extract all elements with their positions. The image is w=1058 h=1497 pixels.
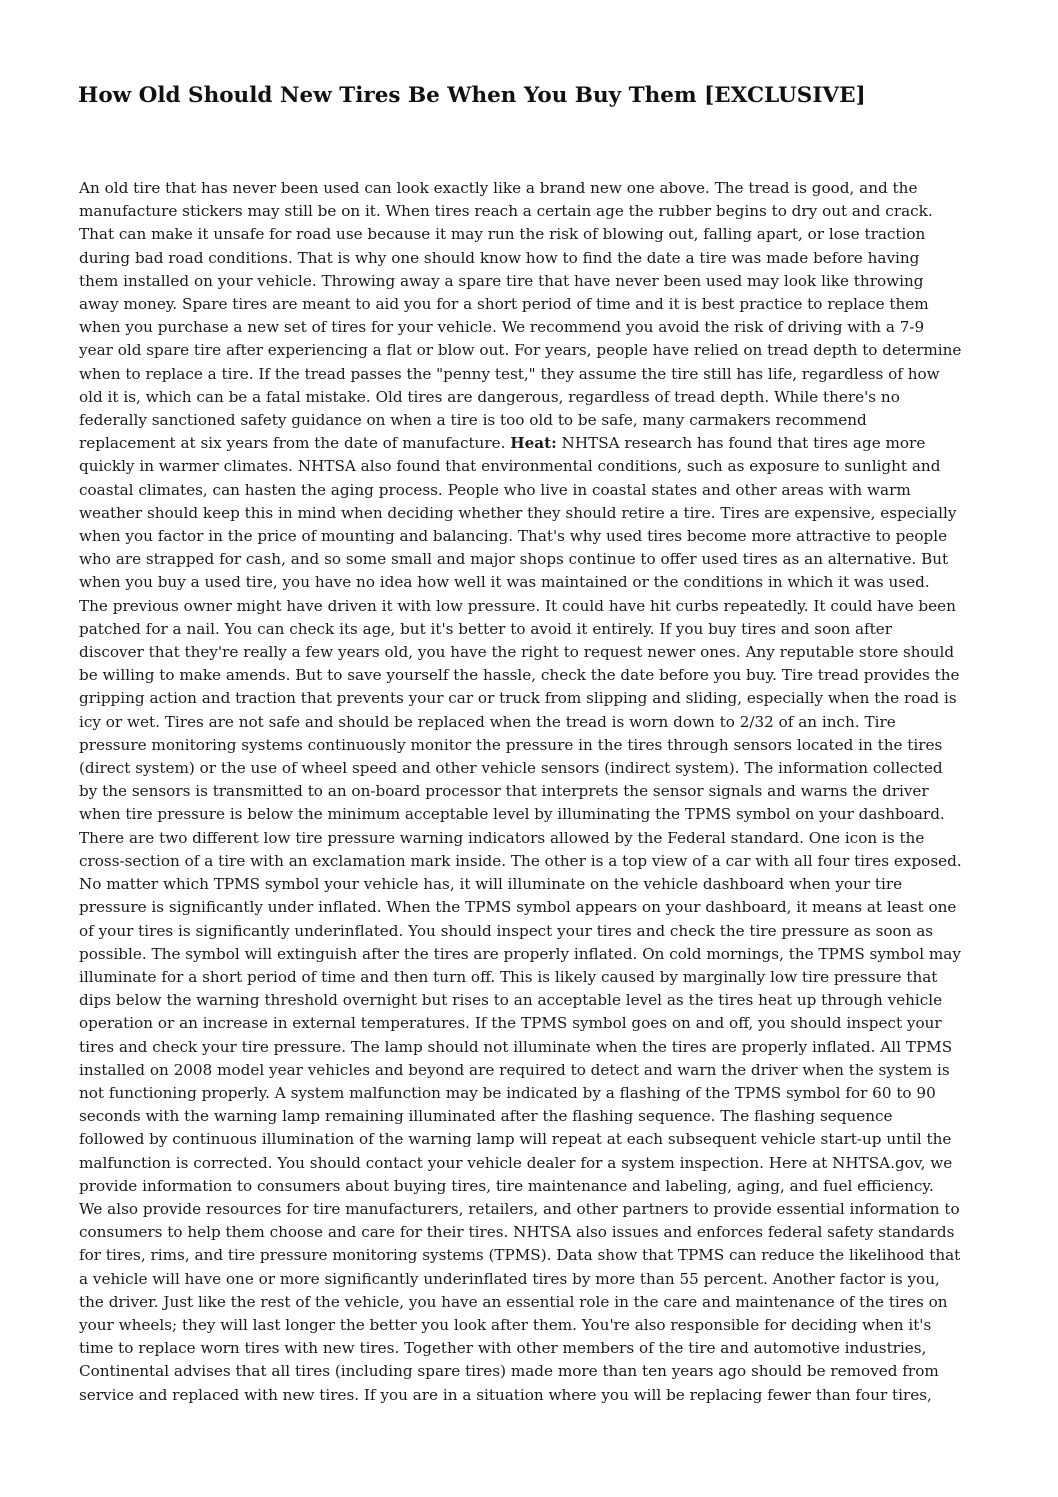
text-segment: (direct system) or the use of wheel speed and other vehicle sensors (indirect system). The information collected [79, 759, 943, 778]
text-line [79, 1152, 983, 1175]
text-line [79, 618, 983, 641]
text-line [79, 1175, 983, 1198]
text-line [79, 1384, 983, 1407]
text-line [79, 803, 983, 826]
text-segment: of your tires is significantly underinflated. You should inspect your tires and check the tire pressure as soon as [79, 921, 934, 940]
text-segment: quickly in warmer climates. NHTSA also found that environmental conditions, such as exposure to sunlight and [79, 457, 941, 476]
text-line [79, 293, 983, 316]
text-segment: coastal climates, can hasten the aging process. People who live in coastal states and other areas with warm [79, 480, 911, 499]
text-line [79, 896, 983, 919]
text-segment: The previous owner might have driven it with low pressure. It could have hit curbs repeatedly. It could have been [79, 596, 956, 615]
text-line [79, 1268, 983, 1291]
text-line [79, 548, 983, 571]
inline-heading: Heat: [510, 434, 557, 453]
text-line [79, 641, 983, 664]
text-line [79, 1082, 983, 1105]
text-line [79, 1291, 983, 1314]
text-line [79, 409, 983, 432]
text-segment: seconds with the warning lamp remaining illuminated after the flashing sequence. The flashing sequence [79, 1107, 893, 1126]
text-segment: No matter which TPMS symbol your vehicle has, it will illuminate on the vehicle dashboard when your tire [79, 875, 903, 894]
text-line [79, 1337, 983, 1360]
text-segment: dips below the warning threshold overnight but rises to an acceptable level as the tires heat up through vehicle [79, 991, 943, 1010]
text-line [79, 200, 983, 223]
text-segment: a vehicle will have one or more significantly underinflated tires by more than 55 percent. Another factor is you, [79, 1269, 940, 1288]
text-line [79, 1314, 983, 1337]
text-segment: There are two different low tire pressure warning indicators allowed by the Federal standard. One icon is the [79, 828, 925, 847]
text-segment: That can make it unsafe for road use because it may run the risk of blowing out, falling apart, or lose traction [79, 225, 926, 244]
text-segment: patched for a nail. You can check its age, but it's better to avoid it entirely. If you buy tires and soon after [79, 619, 892, 638]
text-segment: federally sanctioned safety guidance on when a tire is too old to be safe, many carmakers recommend [79, 411, 867, 430]
text-line [79, 479, 983, 502]
text-line [79, 989, 983, 1012]
text-segment: your wheels; they will last longer the better you look after them. You're also responsible for deciding when it's [79, 1315, 932, 1334]
text-segment: for tires, rims, and tire pressure monitoring systems (TPMS). Data show that TPMS can reduce the likelihood that [79, 1246, 961, 1265]
text-line [79, 571, 983, 594]
text-segment: weather should keep this in mind when deciding whether they should retire a tire. Tires are expensive, especially [79, 503, 957, 522]
text-line [79, 1360, 983, 1383]
text-segment: old it is, which can be a fatal mistake. Old tires are dangerous, regardless of tread depth. While there's no [79, 387, 900, 406]
text-segment: tires and check your tire pressure. The lamp should not illuminate when the tires are properly inflated. All TPMS [79, 1037, 953, 1056]
text-line [79, 223, 983, 246]
text-segment: by the sensors is transmitted to an on-board processor that interprets the sensor signals and warns the driver [79, 782, 929, 801]
text-line [79, 316, 983, 339]
article-body [79, 177, 983, 1407]
text-segment: when you buy a used tire, you have no idea how well it was maintained or the conditions in which it was used. [79, 573, 930, 592]
text-line [79, 664, 983, 687]
text-segment: provide information to consumers about buying tires, tire maintenance and labeling, aging, and fuel efficiency. [79, 1176, 934, 1195]
text-segment: An old tire that has never been used can look exactly like a brand new one above. The tread is good, and the [79, 179, 918, 197]
text-segment: installed on 2008 model year vehicles and beyond are required to detect and warn the driver when the system is [79, 1060, 950, 1079]
text-segment: year old spare tire after experiencing a flat or blow out. For years, people have relied on tread depth to determine [79, 341, 962, 360]
text-line [79, 363, 983, 386]
text-line [79, 943, 983, 966]
text-line [79, 757, 983, 780]
text-segment: NHTSA research has found that tires age more [556, 434, 926, 453]
text-segment: the driver. Just like the rest of the vehicle, you have an essential role in the care and maintenance of the tires on [79, 1292, 948, 1311]
text-line [79, 595, 983, 618]
text-line [79, 687, 983, 710]
text-line [79, 780, 983, 803]
text-line [79, 1221, 983, 1244]
text-segment: We also provide resources for tire manufacturers, retailers, and other partners to provide essential information to [79, 1199, 960, 1218]
text-segment: manufacture stickers may still be on it. When tires reach a certain age the rubber begins to dry out and crack. [79, 202, 933, 221]
text-line [79, 432, 983, 455]
text-segment: be willing to make amends. But to save yourself the hassle, check the date before you buy. Tire tread provides the [79, 666, 960, 685]
text-segment: illuminate for a short period of time and then turn off. This is likely caused by marginally low tire pressure that [79, 967, 938, 986]
text-line [79, 920, 983, 943]
text-line [79, 270, 983, 293]
text-segment: icy or wet. Tires are not safe and should be replaced when the tread is worn down to 2/32 of an inch. Tire [79, 712, 896, 731]
text-segment: time to replace worn tires with new tires. Together with other members of the tire and automotive industries, [79, 1339, 927, 1358]
text-segment: possible. The symbol will extinguish after the tires are properly inflated. On cold mornings, the TPMS symbol may [79, 944, 961, 963]
text-line [79, 1105, 983, 1128]
text-segment: them installed on your vehicle. Throwing away a spare tire that have never been used may look like throwing [79, 271, 924, 290]
text-segment: not functioning properly. A system malfunction may be indicated by a flashing of the TPMS symbol for 60 to 90 [79, 1083, 936, 1102]
text-segment: gripping action and traction that prevents your car or truck from slipping and sliding, especially when the road is [79, 689, 957, 708]
text-segment: when you factor in the price of mounting and balancing. That's why used tires become more attractive to people [79, 527, 948, 546]
text-line [79, 247, 983, 270]
text-segment: Continental advises that all tires (including spare tires) made more than ten years ago should be removed from [79, 1362, 939, 1381]
text-segment: malfunction is corrected. You should contact your vehicle dealer for a system inspection. Here at NHTSA.gov, we [79, 1153, 953, 1172]
text-segment: away money. Spare tires are meant to aid you for a short period of time and it is best practice to replace them [79, 295, 929, 314]
text-line [79, 1036, 983, 1059]
text-line [79, 1198, 983, 1221]
text-segment: when you purchase a new set of tires for your vehicle. We recommend you avoid the risk of driving with a 7-9 [79, 318, 925, 337]
text-line [79, 1244, 983, 1267]
text-segment: discover that they're really a few years old, you have the right to request newer ones. Any reputable store should [79, 643, 955, 662]
text-line [79, 177, 983, 200]
text-line [79, 339, 983, 362]
text-segment: when to replace a tire. If the tread passes the "penny test," they assume the tire still has life, regardless of how [79, 364, 940, 383]
text-line [79, 386, 983, 409]
text-line [79, 455, 983, 478]
text-segment: who are strapped for cash, and so some small and major shops continue to offer used tires as an alternative. But [79, 550, 949, 569]
text-line [79, 873, 983, 896]
text-line [79, 1012, 983, 1035]
text-line [79, 1059, 983, 1082]
text-segment: during bad road conditions. That is why one should know how to find the date a tire was made before having [79, 248, 920, 267]
text-line [79, 1128, 983, 1151]
text-line [79, 827, 983, 850]
text-line [79, 711, 983, 734]
text-segment: replacement at six years from the date of manufacture. [79, 434, 511, 453]
text-segment: service and replaced with new tires. If you are in a situation where you will be replacing fewer than four tires, [79, 1385, 932, 1404]
text-segment: operation or an increase in external temperatures. If the TPMS symbol goes on and off, you should inspect your [79, 1014, 942, 1033]
text-segment: pressure is significantly under inflated. When the TPMS symbol appears on your dashboard, it means at least one [79, 898, 957, 917]
text-line [79, 966, 983, 989]
text-segment: consumers to help them choose and care for their tires. NHTSA also issues and enforces federal safety standards [79, 1223, 955, 1242]
text-line [79, 850, 983, 873]
text-line [79, 734, 983, 757]
text-segment: followed by continuous illumination of the warning lamp will repeat at each subsequent vehicle start-up until the [79, 1130, 952, 1149]
text-line [79, 502, 983, 525]
text-segment: when tire pressure is below the minimum acceptable level by illuminating the TPMS symbol on your dashboard. [79, 805, 945, 824]
text-segment: cross-section of a tire with an exclamation mark inside. The other is a top view of a car with all four tires exposed. [79, 851, 962, 870]
text-segment: pressure monitoring systems continuously monitor the pressure in the tires through sensors located in the tires [79, 735, 943, 754]
text-line [79, 525, 983, 548]
page-title: How Old Should New Tires Be When You Buy Them [EXCLUSIVE] [78, 83, 866, 108]
